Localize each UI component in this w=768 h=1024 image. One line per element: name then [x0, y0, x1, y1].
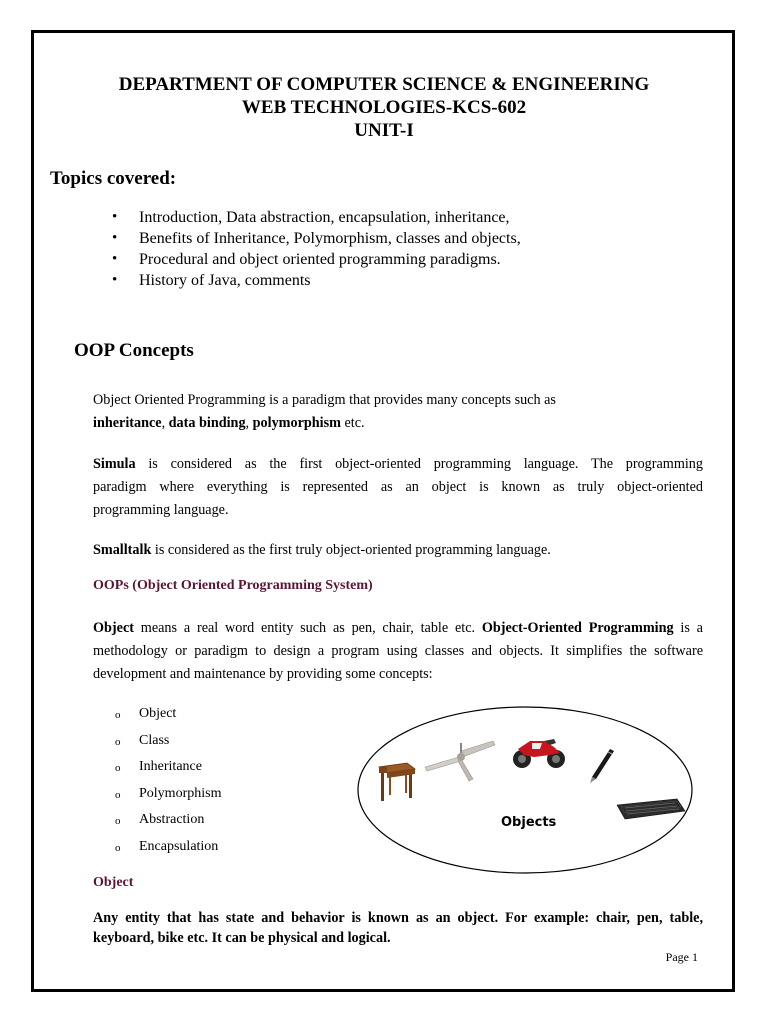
- smalltalk-paragraph: [93, 539, 703, 562]
- page-number: Page 1: [665, 950, 698, 964]
- separator-text: ,: [245, 415, 253, 431]
- list-item: • Benefits of Inheritance, Polymorphism, classes and objects,: [112, 228, 521, 249]
- smalltalk-text: is considered as the first truly object-oriented programming language.: [151, 542, 551, 558]
- table-icon: [379, 763, 415, 801]
- list-item: o Inheritance: [115, 757, 221, 784]
- separator-text: etc.: [340, 415, 365, 431]
- ceiling-fan-icon: [425, 741, 495, 781]
- object-text: is a: [673, 620, 703, 636]
- inheritance-term: inheritance: [93, 415, 162, 431]
- simula-line3: programming language.: [93, 502, 229, 518]
- list-item: • Procedural and object oriented programming paradigms.: [112, 249, 521, 270]
- smalltalk-term: Smalltalk: [93, 542, 152, 558]
- object-term: Object: [93, 620, 134, 636]
- simula-line2: paradigm where everything is represented as an object is known as truly object-oriented: [93, 479, 703, 495]
- list-item: o Polymorphism: [115, 784, 221, 811]
- objects-diagram: [355, 705, 695, 875]
- list-item: • Introduction, Data abstraction, encapsulation, inheritance,: [112, 207, 521, 228]
- keyboard-icon: [617, 799, 685, 819]
- unit-title: UNIT-I: [354, 120, 414, 141]
- polymorphism-term: polymorphism: [252, 415, 341, 431]
- object-line2: methodology or paradigm to design a program using classes and objects. It simplifies the software: [93, 643, 703, 659]
- oop-concepts-heading: OOP Concepts: [74, 340, 194, 361]
- list-item: o Class: [115, 731, 221, 758]
- object-heading: Object: [93, 875, 134, 890]
- object-definition-line2: keyboard, bike etc. It can be physical and logical.: [93, 930, 391, 946]
- simula-term: Simula: [93, 456, 136, 472]
- object-line1: [93, 617, 703, 640]
- simula-text: is considered as the first object-oriented programming language. The programming: [135, 456, 703, 472]
- topics-list: [112, 207, 521, 291]
- topics-heading: Topics covered:: [50, 168, 177, 189]
- list-item: o Object: [115, 704, 221, 731]
- department-title: DEPARTMENT OF COMPUTER SCIENCE & ENGINEERING: [118, 74, 650, 95]
- oops-heading: OOPs (Object Oriented Programming System): [93, 578, 373, 593]
- pen-icon: [590, 749, 614, 783]
- list-item: o Abstraction: [115, 810, 221, 837]
- course-title: WEB TECHNOLOGIES-KCS-602: [241, 97, 527, 118]
- objects-ellipse: [358, 707, 692, 873]
- list-item: • History of Java, comments: [112, 270, 521, 291]
- objects-label: Objects: [501, 815, 557, 830]
- separator-text: ,: [161, 415, 169, 431]
- oop-intro-line2: [93, 412, 703, 435]
- list-item: o Encapsulation: [115, 837, 221, 864]
- object-text: means a real word entity such as pen, chair, table etc.: [133, 620, 482, 636]
- oop-intro-line1: Object Oriented Programming is a paradigm that provides many concepts such as: [93, 392, 556, 408]
- oop-term: Object-Oriented Programming: [481, 620, 674, 636]
- simula-line1: [93, 453, 703, 476]
- data-binding-term: data binding: [168, 415, 246, 431]
- concepts-list: [115, 704, 221, 863]
- object-line3: development and maintenance by providing some concepts:: [93, 666, 433, 682]
- motorbike-icon: [513, 739, 565, 768]
- object-definition-line1: Any entity that has state and behavior is known as an object. For example: chair, pen, table,: [93, 910, 703, 926]
